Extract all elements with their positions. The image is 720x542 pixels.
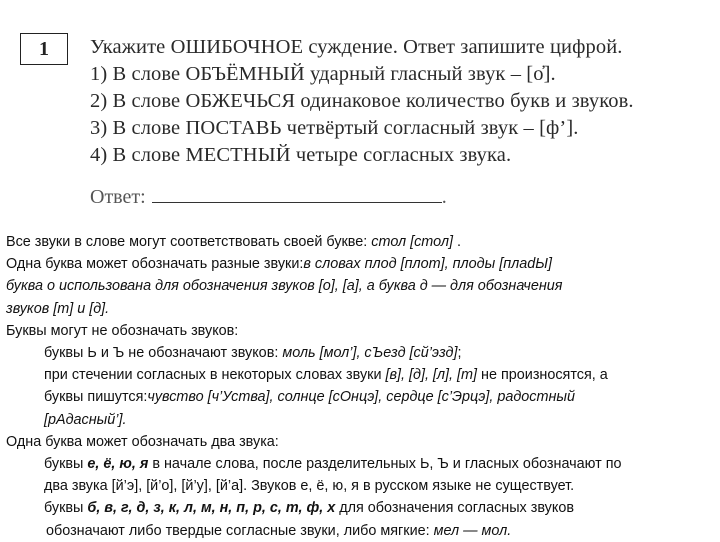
expl-line-9: [рАдасный’].: [44, 411, 127, 428]
answer-row: [90, 186, 447, 209]
expl-line-3: буква о использована для обозначения звуков [о], [а], а буква д — для обозначения: [6, 278, 563, 295]
answer-field[interactable]: [152, 186, 442, 203]
task-number: 1: [39, 37, 49, 60]
answer-end: .: [441, 186, 447, 208]
task-number-box: [20, 33, 68, 65]
task-option-1: 1) В слове ОБЪЁМНЫЙ ударный гласный звук – [о̓].: [90, 63, 556, 85]
task-prompt: Укажите ОШИБОЧНОЕ суждение. Ответ запишите цифрой.: [90, 36, 623, 58]
answer-label: Ответ:: [90, 186, 146, 208]
expl-line-8: буквы пишутся:чувство [ч’Уства], солнце [сОнцэ], сердце [с’Эрцэ], радостный: [44, 389, 575, 406]
expl-line-5: Буквы могут не обозначать звуков:: [6, 322, 239, 339]
explanation-text: [6, 231, 714, 542]
expl-line-10: Одна буква может обозначать два звука:: [6, 433, 279, 450]
expl-line-12: два звука [й’э], [й’о], [й’у], [й’а]. Звуков е, ё, ю, я в русском языке не существует.: [44, 478, 575, 495]
expl-line-4: звуков [т] и [д].: [6, 300, 110, 317]
task-option-3: 3) В слове ПОСТАВЬ четвёртый согласный звук – [ф’].: [90, 117, 579, 139]
task-option-4: 4) В слове МЕСТНЫЙ четыре согласных звука.: [90, 144, 512, 166]
expl-line-2: Одна буква может обозначать разные звуки:в словах плод [плот], плоды [плаdЫ]: [6, 256, 552, 273]
expl-line-13: буквы б, в, г, д, з, к, л, м, н, п, р, с, т, ф, х для обозначения согласных звуков: [44, 500, 574, 517]
expl-line-6: буквы Ь и Ъ не обозначают звуков: моль [мол’], сЪезд [сй’эзд];: [44, 345, 462, 362]
expl-line-1: Все звуки в слове могут соответствовать своей букве: стол [стол] .: [6, 234, 461, 250]
expl-line-14: обозначают либо твердые согласные звуки, либо мягкие: мел — мол.: [46, 522, 512, 539]
task-option-2: 2) В слове ОБЖЕЧЬСЯ одинаковое количество букв и звуков.: [90, 90, 634, 112]
expl-line-11: буквы е, ё, ю, я в начале слова, после разделительных Ь, Ъ и гласных обозначают по: [44, 456, 622, 473]
expl-line-7: при стечении согласных в некоторых словах звуки [в], [д], [л], [т] не произносятся, а: [44, 367, 608, 384]
task-block: [90, 34, 700, 169]
